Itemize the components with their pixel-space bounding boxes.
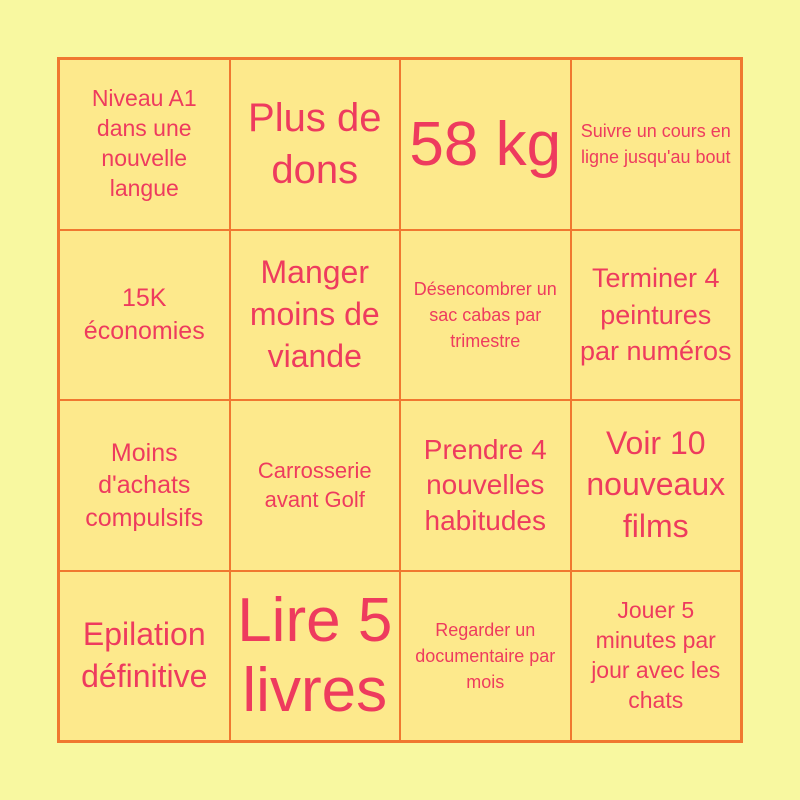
bingo-cell-r1c4[interactable] (571, 59, 742, 230)
bingo-cell-r4c4[interactable] (571, 571, 742, 742)
bingo-cell-r2c2[interactable] (230, 230, 401, 401)
bingo-cell-r3c2[interactable] (230, 400, 401, 571)
bingo-cell-r3c4[interactable] (571, 400, 742, 571)
bingo-cell-r2c3[interactable] (400, 230, 571, 401)
bingo-cell-text: Carrosserie avant Golf (257, 457, 372, 513)
bingo-cell-r1c1[interactable] (59, 59, 230, 230)
bingo-cell-r1c3[interactable] (400, 59, 571, 230)
bingo-cell-text: Moins d'achats compulsifs (85, 438, 204, 532)
bingo-cell-text: Terminer 4 peintures par numéros (579, 263, 732, 366)
bingo-cell-text: Epilation définitive (81, 616, 208, 694)
bingo-cell-r4c2[interactable] (230, 571, 401, 742)
bingo-cell-r2c4[interactable] (571, 230, 742, 401)
bingo-cell-text: Voir 10 nouveaux films (586, 424, 726, 545)
bingo-cell-text: Jouer 5 minutes par jour avec les chats (591, 596, 721, 713)
bingo-cell-text: 15K économies (83, 284, 205, 345)
bingo-cell-r3c1[interactable] (59, 400, 230, 571)
bingo-cell-text: 58 kg (409, 109, 562, 179)
bingo-cell-r4c1[interactable] (59, 571, 230, 742)
bingo-cell-text: Plus de dons (248, 96, 382, 193)
bingo-cell-text: Niveau A1 dans une nouvelle langue (91, 85, 197, 202)
bingo-cell-r4c3[interactable] (400, 571, 571, 742)
bingo-cell-text: Désencombrer un sac cabas par trimestre (413, 278, 557, 351)
bingo-cell-text: Lire 5 livres (237, 586, 393, 725)
bingo-cell-text: Prendre 4 nouvelles habitudes (423, 433, 547, 537)
bingo-cell-r2c1[interactable] (59, 230, 230, 401)
bingo-cell-r3c3[interactable] (400, 400, 571, 571)
bingo-cell-text: Suivre un cours en ligne jusqu'au bout (580, 121, 731, 168)
bingo-cell-text: Regarder un documentaire par mois (415, 619, 556, 692)
bingo-cell-r1c2[interactable] (230, 59, 401, 230)
bingo-cell-text: Manger moins de viande (249, 254, 380, 374)
bingo-board (57, 57, 743, 743)
